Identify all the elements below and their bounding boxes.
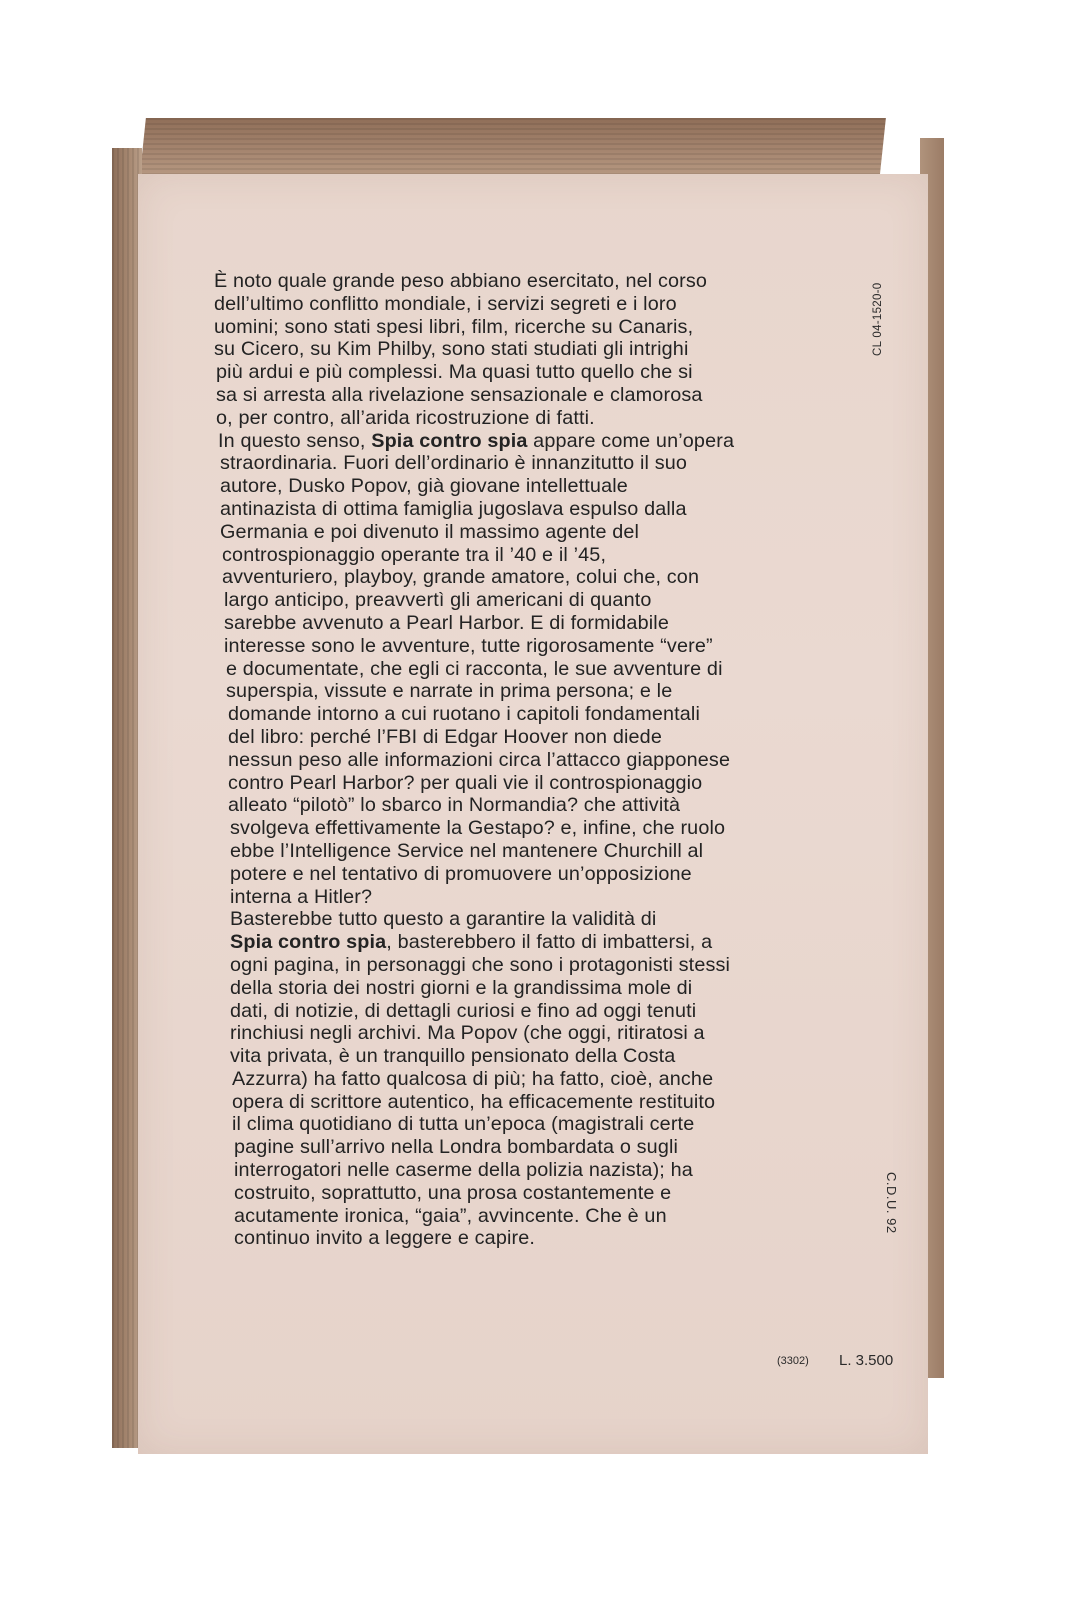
blurb-line	[214, 361, 824, 384]
blurb-line	[214, 1022, 824, 1045]
blurb-line	[214, 1182, 824, 1205]
blurb-line-text: ogni pagina, in personaggi che sono i protagonisti stessi	[230, 953, 731, 976]
blurb-line	[214, 863, 824, 886]
blurb-line	[214, 407, 824, 430]
blurb-line	[214, 293, 824, 316]
blurb-line-text: antinazista di ottima famiglia jugoslava espulso dalla	[220, 497, 687, 520]
blurb-line	[214, 954, 824, 977]
blurb-line-text: ebbe l’Intelligence Service nel mantenere Churchill al	[230, 839, 704, 862]
blurb-line-text: della storia dei nostri giorni e la grandissima mole di	[230, 976, 693, 999]
blurb-line	[214, 589, 824, 612]
blurb-line	[214, 544, 824, 567]
blurb-line-text: svolgeva effettivamente la Gestapo? e, infine, che ruolo	[230, 817, 726, 840]
blurb-line-text: sa si arresta alla rivelazione sensazionale e clamorosa	[216, 383, 703, 406]
blurb-line	[214, 931, 824, 954]
blurb-line	[214, 772, 824, 795]
blurb-line	[214, 270, 824, 293]
blurb-line	[214, 1000, 824, 1023]
blurb-line	[214, 908, 824, 931]
blurb-line	[214, 566, 824, 589]
blurb-line-text: , basterebbero il fatto di imbattersi, a	[386, 931, 713, 954]
blurb-line	[214, 977, 824, 1000]
book-title-emphasis: Spia contro spia	[230, 931, 387, 954]
blurb-line-text: uomini; sono stati spesi libri, film, ricerche su Canaris,	[214, 315, 694, 338]
side-code: CL 04-1520-0	[872, 282, 884, 356]
blurb-line-text: il clima quotidiano di tutta un’epoca (magistrali certe	[232, 1113, 695, 1136]
blurb-line-text: alleato “pilotò” lo sbarco in Normandia? che attività	[228, 794, 681, 817]
printer-code: C.D.U. 92	[884, 1172, 899, 1234]
blurb-line	[214, 703, 824, 726]
blurb-line	[214, 1091, 824, 1114]
blurb-line-text: interesse sono le avventure, tutte rigorosamente “vere”	[224, 634, 713, 657]
blurb-line-text: controspionaggio operante tra il ’40 e il ’45,	[222, 543, 607, 566]
blurb-line-text: più ardui e più complessi. Ma quasi tutto quello che si	[216, 361, 693, 384]
blurb-line	[214, 498, 824, 521]
blurb-line	[214, 726, 824, 749]
blurb-line-text: opera di scrittore autentico, ha efficacemente restituito	[232, 1090, 716, 1113]
blurb-text	[214, 270, 824, 1250]
book-title-emphasis: Spia contro spia	[371, 429, 528, 452]
blurb-line-text: interna a Hitler?	[230, 885, 373, 908]
blurb-line-text: È noto quale grande peso abbiano esercitato, nel corso	[214, 270, 708, 292]
blurb-line-text: interrogatori nelle caserme della polizia nazista); ha	[234, 1159, 693, 1182]
blurb-line-text: autore, Dusko Popov, già giovane intellettuale	[220, 475, 628, 498]
blurb-line	[214, 1159, 824, 1182]
blurb-line	[214, 886, 824, 909]
blurb-line	[214, 384, 824, 407]
blurb-line-text: superspia, vissute e narrate in prima persona; e le	[226, 680, 673, 703]
blurb-line-text: su Cicero, su Kim Philby, sono stati studiati gli intrighi	[214, 338, 689, 361]
blurb-line	[214, 612, 824, 635]
catalog-number: (3302)	[777, 1355, 809, 1367]
blurb-line-text: vita privata, è un tranquillo pensionato della Costa	[230, 1045, 676, 1068]
blurb-line	[214, 749, 824, 772]
blurb-line	[214, 1113, 824, 1136]
blurb-line-text: pagine sull’arrivo nella Londra bombardata o sugli	[234, 1136, 679, 1159]
blurb-line	[214, 452, 824, 475]
blurb-line-text: del libro: perché l’FBI di Edgar Hoover non diede	[228, 725, 662, 748]
blurb-line-text: In questo senso,	[218, 429, 372, 452]
blurb-line	[214, 658, 824, 681]
blurb-line-text: o, per contro, all’arida ricostruzione di fatti.	[216, 406, 595, 429]
blurb-line-text: Basterebbe tutto questo a garantire la validità di	[230, 908, 657, 931]
blurb-line-text: e documentate, che egli ci racconta, le sue avventure di	[226, 657, 723, 680]
blurb-line-text: appare come un’opera	[527, 429, 735, 452]
price: L. 3.500	[839, 1352, 894, 1369]
blurb-line-text: Germania e poi divenuto il massimo agente del	[220, 520, 640, 543]
blurb-line-text: potere e nel tentativo di promuovere un’opposizione	[230, 862, 692, 885]
blurb-line-text: rinchiusi negli archivi. Ma Popov (che oggi, ritiratosi a	[230, 1022, 705, 1045]
blurb-line	[214, 521, 824, 544]
blurb-line	[214, 635, 824, 658]
blurb-line-text: contro Pearl Harbor? per quali vie il controspionaggio	[228, 771, 703, 794]
blurb-line-text: nessun peso alle informazioni circa l’attacco giapponese	[228, 748, 731, 771]
blurb-line	[214, 1227, 824, 1250]
blurb-line	[214, 794, 824, 817]
blurb-line	[214, 680, 824, 703]
blurb-line-text: dati, di notizie, di dettagli curiosi e fino ad oggi tenuti	[230, 999, 697, 1022]
blurb-line-text: straordinaria. Fuori dell’ordinario è innanzitutto il suo	[220, 452, 688, 475]
blurb-line	[214, 1045, 824, 1068]
blurb-line	[214, 817, 824, 840]
blurb-line	[214, 475, 824, 498]
blurb-line	[214, 338, 824, 361]
blurb-line-text: largo anticipo, preavvertì gli americani di quanto	[224, 589, 652, 612]
blurb-line-text: dell’ultimo conflitto mondiale, i servizi segreti e i loro	[214, 292, 677, 315]
blurb-line	[214, 316, 824, 339]
blurb-line	[214, 430, 824, 453]
blurb-line-text: avventuriero, playboy, grande amatore, colui che, con	[222, 566, 700, 589]
blurb-line	[214, 1136, 824, 1159]
blurb-line	[214, 840, 824, 863]
blurb-line-text: continuo invito a leggere e capire.	[234, 1227, 536, 1250]
blurb-line-text: sarebbe avvenuto a Pearl Harbor. E di formidabile	[224, 611, 669, 634]
blurb-line-text: costruito, soprattutto, una prosa costantemente e	[234, 1181, 672, 1204]
blurb-line	[214, 1205, 824, 1228]
blurb-line-text: acutamente ironica, “gaia”, avvincente. Che è un	[234, 1204, 667, 1227]
blurb-line-text: domande intorno a cui ruotano i capitoli fondamentali	[228, 703, 701, 726]
blurb-line-text: Azzurra) ha fatto qualcosa di più; ha fatto, cioè, anche	[232, 1067, 714, 1090]
book-top-edge	[140, 118, 886, 174]
blurb-line	[214, 1068, 824, 1091]
